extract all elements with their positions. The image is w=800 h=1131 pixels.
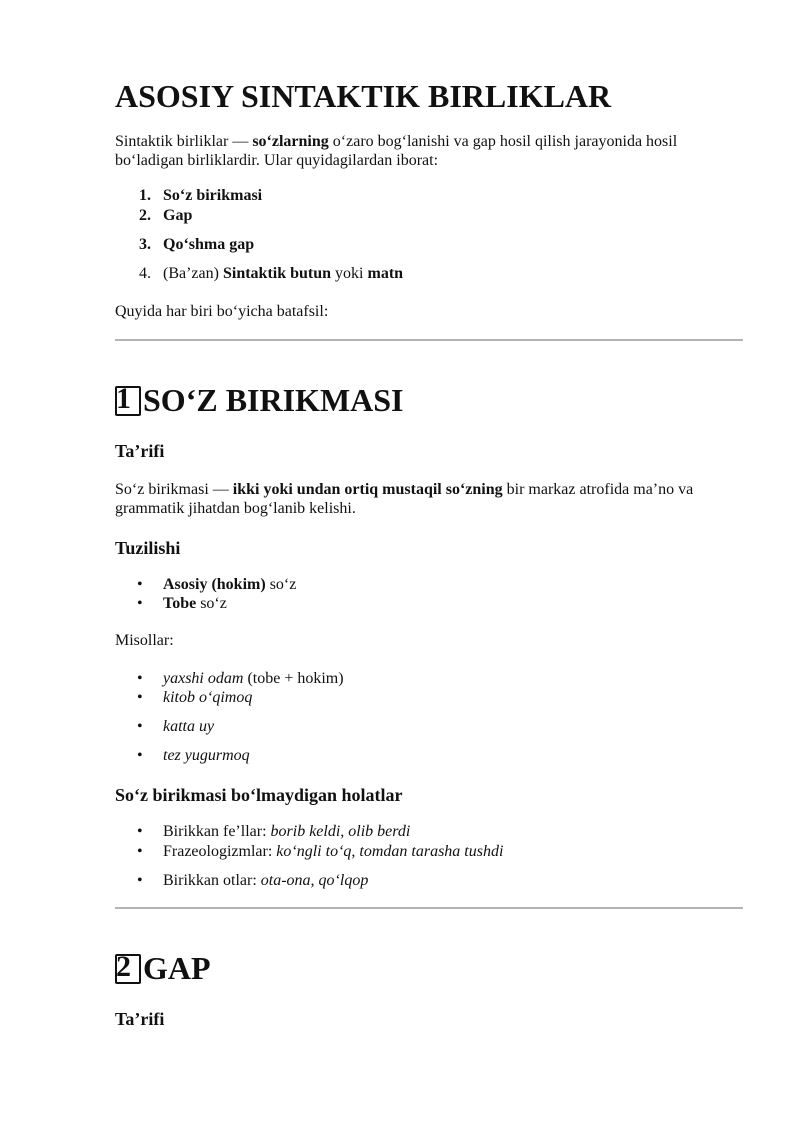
bullet-icon: • [137, 576, 143, 593]
example-phrase: katta uy [163, 718, 215, 735]
divider [115, 907, 743, 909]
list-number: 1. [139, 187, 151, 204]
unit-name: Qo‘shma gap [163, 236, 255, 253]
bullet-icon: • [137, 843, 143, 860]
intro-bold: so‘zlarning [252, 133, 329, 150]
example-note: (tobe + hokim) [243, 670, 344, 687]
unit-name: So‘z birikmasi [163, 187, 263, 204]
bullet-icon: • [137, 823, 143, 840]
example-phrase: yaxshi odam [163, 670, 244, 687]
unit-prefix: (Ba’zan) [163, 265, 223, 282]
exception-label: Birikkan fe’llar: [163, 823, 271, 840]
list-number: 2. [139, 207, 151, 224]
list-number: 3. [139, 236, 151, 253]
list-text [163, 186, 262, 205]
list-text [163, 264, 403, 283]
exception-examples: borib keldi, olib berdi [270, 823, 411, 840]
structure-heading: Tuzilishi [115, 538, 181, 558]
exception-examples: ko‘ngli to‘q, tomdan tarasha tushdi [276, 843, 504, 860]
examples-label: Misollar: [115, 632, 174, 649]
definition-heading: Ta’rifi [115, 441, 165, 461]
structure-term: Tobe [163, 595, 197, 612]
unit-mid: yoki [331, 265, 368, 282]
intro-text-1: Sintaktik birliklar — [115, 133, 253, 150]
section-title: GAP [143, 950, 211, 986]
bullet-icon: • [137, 595, 143, 612]
keycap-digit-icon: 1 [115, 386, 141, 414]
structure-term: Asosiy (hokim) [163, 576, 266, 593]
unit-name: Sintaktik butun [222, 265, 332, 282]
structure-rest: so‘z [265, 576, 297, 593]
detail-intro: Quyida har biri bo‘yicha batafsil: [115, 303, 329, 320]
unit-name: Gap [163, 207, 193, 224]
bullet-icon: • [137, 747, 143, 764]
structure-rest: so‘z [196, 595, 227, 612]
keycap-digit-icon: 2 [115, 954, 141, 982]
section-heading-1 [115, 380, 404, 420]
definition-bold: ikki yoki undan ortiq mustaqil so‘zning [232, 481, 503, 498]
page-title: ASOSIY SINTAKTIK BIRLIKLAR [115, 78, 612, 114]
definition-text-2: bir markaz atrofida ma’no va grammatik jihatdan bog‘lanib kelishi. [115, 481, 694, 517]
exceptions-heading: So‘z birikmasi bo‘lmaydigan holatlar [115, 785, 403, 805]
definition-paragraph [115, 480, 743, 518]
unit-name-2: matn [367, 265, 404, 282]
bullet-icon: • [137, 670, 143, 687]
bullet-icon: • [137, 718, 143, 735]
list-text [163, 206, 192, 225]
bullet-icon: • [137, 872, 143, 889]
section-heading-2 [115, 948, 211, 988]
exception-label: Frazeologizmlar: [163, 843, 277, 860]
divider [115, 339, 743, 341]
list-text [163, 235, 254, 254]
intro-text-2: o‘zaro bog‘lanishi va gap hosil qilish jarayonida hosil bo‘ladigan birliklardir. Ular quyidagilardan iborat: [115, 133, 678, 169]
exception-label: Birikkan otlar: [163, 872, 261, 889]
list-number: 4. [139, 265, 151, 282]
definition-heading-2: Ta’rifi [115, 1009, 165, 1029]
definition-text-1: So‘z birikmasi — [115, 481, 233, 498]
example-phrase: kitob o‘qimoq [163, 689, 253, 706]
example-phrase: tez yugurmoq [163, 747, 250, 764]
intro-paragraph [115, 132, 743, 170]
section-title: SO‘Z BIRIKMASI [143, 382, 404, 418]
bullet-icon: • [137, 689, 143, 706]
exception-examples: ota-ona, qo‘lqop [260, 872, 369, 889]
